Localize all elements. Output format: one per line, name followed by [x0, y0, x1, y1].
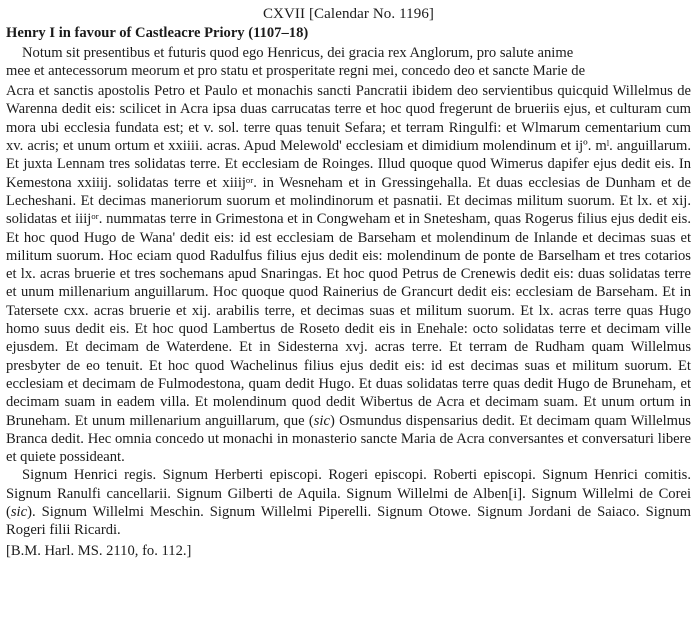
opening-line-2: mee et antecessorum meorum et pro statu et prosperitate regni mei, concedo deo et sancte Marie de	[6, 62, 586, 79]
witness-list-paragraph: Signum Henrici regis. Signum Herberti episcopi. Rogeri episcopi. Roberti episcopi. Signum Henrici comitis. Signum Ranulfi cancellarii. Signum Gilberti de Aquila. Signum Willelmi de Alben[i]. Signum Willelmi de Corei (sic). Signum Willelmi Meschin. Signum Willelmi Piperelli. Signum Otowe. Signum Jordani de Saiaco. Signum Rogeri filii Ricardi.	[6, 467, 691, 539]
charter-number-heading: CXVII [Calendar No. 1196]	[262, 6, 435, 22]
charter-opening-paragraph	[6, 44, 691, 81]
opening-line-1: Notum sit presentibus et futuris quod ego Henricus, dei gracia rex Anglorum, pro salute anime	[22, 44, 574, 61]
grants-text-end: Osmundus dispensarius dedit. Et decimam quam Willelmus Branca dedit. Hec omnia concedo ut monachi in monasterio sancte Maria de Acra conversantes et conversaturi libere et quiete possideant.	[6, 412, 691, 466]
grants-text: Acra et sanctis apostolis Petro et Paulo et monachis sancti Pancratii ibidem deo servientibus quicquid Willelmus de Warenna dedit eis: scilicet in Acra ipsa duas carrucatas terre et hoc quod fregerunt de brueriis ejus, et culturam cum mora ubi ecclesia fundata est; et v. sol. terre quas tenuit Sefara; et terram Ringulfi: et Wlmarum cementarium cum xv. acris; et unum ortum et xxiiii. acras. Apud Melewold' ecclesiam et dimidium molendinum et ijº. mˡ. anguillarum. Et juxta Lennam tres solidatas terre. Et ecclesiam de Roinges. Illud quoque quod Wimerus dapifer ejus dedit eis. In Kemestona xxiiij. solidatas terre et xiiijᵒʳ. in Wesneham et in Gressingehalla. Et duas ecclesias de Dunham et de Lecheshani. Et decimas maneriorum suorum et molindinorum et pasnatii. Et decimas militum suorum. Et lx. et xij. solidatas et iiijᵒʳ. nummatas terre in Grimestona et in Congweham et in Snetesham, quas Rogerus filius ejus dedit eis. Et hoc quod Hugo de Wana' dedit eis: id est ecclesiam de Barseham et molendinum de Inlande et decimas suas et militum suorum. Hoc eciam quod Radulfus filius ejus dedit eis: molendinum de ponte de Barselham et tres cotarios et lx. acras bruerie et tres sochemans apud Snaringas. Et hoc quod Petrus de Crenewis dedit eis: duas solidatas terre et unum millenarium anguillarum. Hoc quoque quod Rainerius de Grancurt dedit eis: ecclesiam de Barseham. Et in Tatersete cxx. acras bruerie et xij. arabilis terre, et decimas suas et militum suorum. Et lx. acras terre quas Hugo homo suus dedit eis. Et hoc quod Lambertus de Roseto dedit eis in Enehale: octo solidatas terre et decimam ville ejusdem. Et decimam de Waterdene. Et in Sidesterna xvj. acras terre. Et terram de Rudham quam Willelmus presbyter de eo tenuit. Et hoc quod Wachelinus filius ejus dedit eis: id est decimas suas et militum suorum. Et ecclesiam et decimam de Fulmodestona, quam dedit Hugo. Et duas solidatas terre quas dedit Hugo de Bruneham, et decimam suam in eadem villa. Et molendinum quod dedit Wibertus de Acra et decimam suam. Et unum ortum in Bruneham. Et unum millenarium anguillarum, que	[6, 83, 691, 429]
charter-grants-paragraph: Acra et sanctis apostolis Petro et Paulo et monachis sancti Pancratii ibidem deo servientibus quicquid Willelmus de Warenna dedit eis: scilicet in Acra ipsa duas carrucatas terre et hoc quod fregerunt de brueriis ejus, et culturam cum mora ubi ecclesia fundata est; et v. sol. terre quas tenuit Sefara; et terram Ringulfi: et Wlmarum cementarium cum xv. acris; et unum ortum et xxiiii. acras. Apud Melewold' ecclesiam et dimidium molendinum et ijº. mˡ. anguillarum. Et juxta Lennam tres solidatas terre. Et ecclesiam de Roinges. Illud quoque quod Wimerus dapifer ejus dedit eis. In Kemestona xxiiij. solidatas terre et xiiijᵒʳ. in Wesneham et in Gressingehalla. Et duas ecclesias de Dunham et de Lecheshani. Et decimas maneriorum suorum et molindinorum et pasnatii. Et decimas militum suorum. Et lx. et xij. solidatas et iiijᵒʳ. nummatas terre in Grimestona et in Congweham et in Snetesham, quas Rogerus filius ejus dedit eis. Et hoc quod Hugo de Wana' dedit eis: id est ecclesiam de Barseham et molendinum de Inlande et decimas suas et militum suorum. Hoc eciam quod Radulfus filius ejus dedit eis: molendinum de ponte de Barselham et tres cotarios et lx. acras bruerie et tres sochemans apud Snaringas. Et hoc quod Petrus de Crenewis dedit eis: duas solidatas terre et unum millenarium anguillarum. Hoc quoque quod Rainerius de Grancurt dedit eis: ecclesiam de Barseham. Et in Tatersete cxx. acras bruerie et xij. arabilis terre, et decimas suas et militum suorum. Et lx. acras terre quas Hugo homo suus dedit eis. Et hoc quod Lambertus de Roseto dedit eis in Enehale: octo solidatas terre et decimam ville ejusdem. Et decimam de Waterdene. Et in Sidesterna xvj. acras terre. Et terram de Rudham quam Willelmus presbyter de eo tenuit. Et hoc quod Wachelinus filius ejus dedit eis: id est decimas suas et militum suorum. Et ecclesiam et decimam de Fulmodestona, quam dedit Hugo. Et duas solidatas terre quas dedit Hugo de Bruneham, et decimam suam in eadem villa. Et molendinum quod dedit Wibertus de Acra et decimam suam. Et unum ortum in Bruneham. Et unum millenarium anguillarum, que (sic) Osmundus dispensarius dedit. Et decimam quam Willelmus Branca dedit. Hec omnia concedo ut monachi in monasterio sancte Maria de Acra conversantes et conversaturi libere et quiete possideant.	[6, 83, 691, 466]
charter-title: Henry I in favour of Castleacre Priory (1107–18)	[6, 25, 309, 42]
witness-list-text: Signum Henrici regis. Signum Herberti episcopi. Rogeri episcopi. Roberti episcopi. Signum Henrici comitis. Signum Ranulfi cancellarii. Signum Gilberti de Aquila. Signum Willelmi de Alben[i]. Signum Willelmi de Corei	[6, 467, 691, 502]
witness-list-text-end: . Signum Willelmi Meschin. Signum Willelmi Piperelli. Signum Otowe. Signum Jordani de Saiaco. Signum Rogeri filii Ricardi.	[6, 504, 691, 539]
manuscript-source: [B.M. Harl. MS. 2110, fo. 112.]	[6, 542, 192, 559]
sic-note-2: sic	[10, 504, 28, 521]
sic-note: sic	[313, 412, 330, 429]
